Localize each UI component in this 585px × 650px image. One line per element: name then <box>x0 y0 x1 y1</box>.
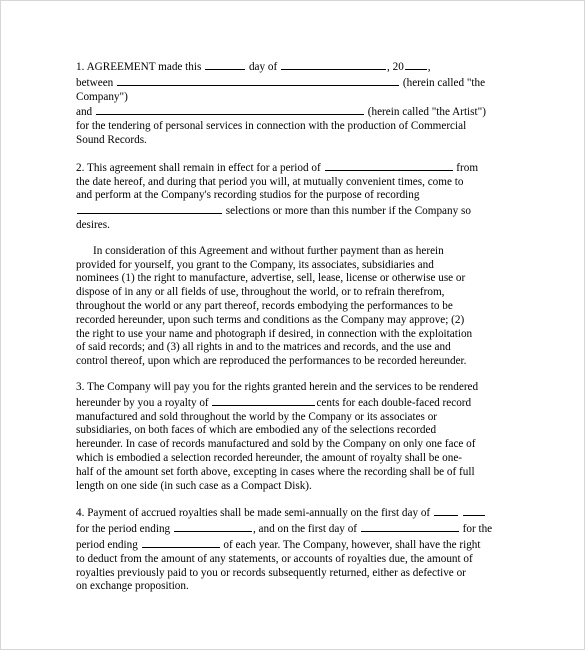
consideration-line-8: of said records; and (3) all rights in and to the matrices and records, and the use and <box>76 341 451 354</box>
clause-4-line-6: on exchange proposition. <box>76 580 189 593</box>
agreement-text <box>76 59 516 606</box>
clause-4-line-4: to deduct from the amount of any statements, or accounts of royalties due, the amount of <box>76 552 473 565</box>
clause-2-line-5: desires. <box>76 218 110 231</box>
clause-1-line-3: Company") <box>76 90 128 103</box>
text: period ending <box>76 538 138 551</box>
text: (herein called "the Artist") <box>367 106 486 119</box>
clause-1 <box>76 59 516 148</box>
text: , 20 <box>387 61 404 73</box>
clause-2-line-4 <box>76 203 516 219</box>
clause-1-line-4 <box>76 104 516 120</box>
clause-4-line-5: royalties previously paid to you or records subsequently returned, either as defective or <box>76 566 466 579</box>
text: between <box>76 76 114 89</box>
period-ending-blank-2[interactable] <box>142 537 220 548</box>
consideration-clause <box>76 245 516 369</box>
text: hereunder by you a royalty of <box>76 396 209 409</box>
text: (herein called "the <box>402 76 486 89</box>
clause-2-line-3: and perform at the Company's recording studios for the purpose of recording <box>76 189 420 202</box>
consideration-line-4: dispose of in any or all fields of use, throughout the world, or to refrain therefrom, <box>76 286 445 299</box>
clause-1-line-2 <box>76 75 516 91</box>
text: , <box>427 61 431 73</box>
text: from <box>456 161 479 174</box>
payment-day-blank-1[interactable] <box>434 505 458 516</box>
text: for the period ending <box>76 523 171 536</box>
clause-3-line-2 <box>76 395 516 411</box>
clause-1-line-6: Sound Records. <box>76 133 147 146</box>
royalty-cents-blank[interactable] <box>212 395 315 406</box>
clause-3-line-5: hereunder. In case of records manufactured and sold by the Company on only one face of <box>76 438 476 451</box>
text: , and on the first day of <box>252 523 358 536</box>
clause-4-line-3 <box>76 537 516 553</box>
period-ending-blank-1[interactable] <box>174 521 252 532</box>
consideration-line-7: the right to use your name and photograph if desired, in connection with the exploitation <box>76 327 473 340</box>
clause-3-line-6: which is embodied a selection recorded hereunder, the amount of royalty shall be one- <box>76 451 463 464</box>
payment-day-blank-2[interactable] <box>463 505 485 516</box>
artist-name-blank[interactable] <box>96 104 364 115</box>
consideration-line-2: provided for yourself, you grant to the Company, its associates, subsidiaries and <box>76 258 434 271</box>
text: for the <box>462 523 493 536</box>
company-name-blank[interactable] <box>117 75 399 86</box>
consideration-line-5: throughout the world or any part thereof, records embodying the performances to be <box>76 299 453 312</box>
clause-3-line-4: subsidiaries, on both faces of which are embodied any of the selections recorded <box>76 424 437 437</box>
clause-4 <box>76 505 516 594</box>
clause-3-line-7: half of the amount set forth above, excepting in cases where the recording shall be of full <box>76 465 475 478</box>
consideration-line-1: In consideration of this Agreement and without further payment than as herein <box>93 244 444 257</box>
clause-1-line-5: for the tendering of personal services in connection with the production of Commercial <box>76 120 467 133</box>
consideration-line-3: nominees (1) the right to manufacture, advertise, sell, lease, license or otherwise use or <box>76 272 466 285</box>
clause-1-line-1 <box>76 59 516 75</box>
clause-3-line-1: 3. The Company will pay you for the rights granted herein and the services to be rendered <box>76 380 479 393</box>
month-blank[interactable] <box>281 59 386 70</box>
clause-3 <box>76 381 516 493</box>
year-blank[interactable] <box>405 59 427 70</box>
clause-2-line-1 <box>76 160 516 176</box>
text: cents for each double-faced record <box>316 396 472 409</box>
clause-4-line-1 <box>76 505 516 521</box>
clause-3-line-3: manufactured and sold throughout the world by the Company or its associates or <box>76 410 438 423</box>
text: and <box>76 106 93 119</box>
selections-count-blank[interactable] <box>77 203 222 214</box>
text: of each year. The Company, however, shall have the right <box>223 538 481 551</box>
consideration-line-6: recorded hereunder, upon such terms and conditions as the Company may approve; (2) <box>76 313 465 326</box>
text: 1. AGREEMENT made this <box>76 61 202 73</box>
consideration-line-9: control thereof, upon which are reproduced the performances to be recorded hereunder. <box>76 355 467 368</box>
text: selections or more than this number if the Company so <box>225 205 471 218</box>
term-period-blank[interactable] <box>325 160 453 171</box>
text: day of <box>248 61 278 73</box>
clause-2 <box>76 160 516 233</box>
clause-3-line-8: length on one side (in such case as a Compact Disk). <box>76 479 312 492</box>
clause-2-line-2: the date hereof, and during that period you will, at mutually convenient times, come to <box>76 175 464 188</box>
clause-4-line-2 <box>76 521 516 537</box>
text: 4. Payment of accrued royalties shall be made semi-annually on the first day of <box>76 507 431 520</box>
text: 2. This agreement shall remain in effect for a period of <box>76 161 321 174</box>
first-day-blank[interactable] <box>361 521 459 532</box>
day-blank[interactable] <box>205 59 245 70</box>
